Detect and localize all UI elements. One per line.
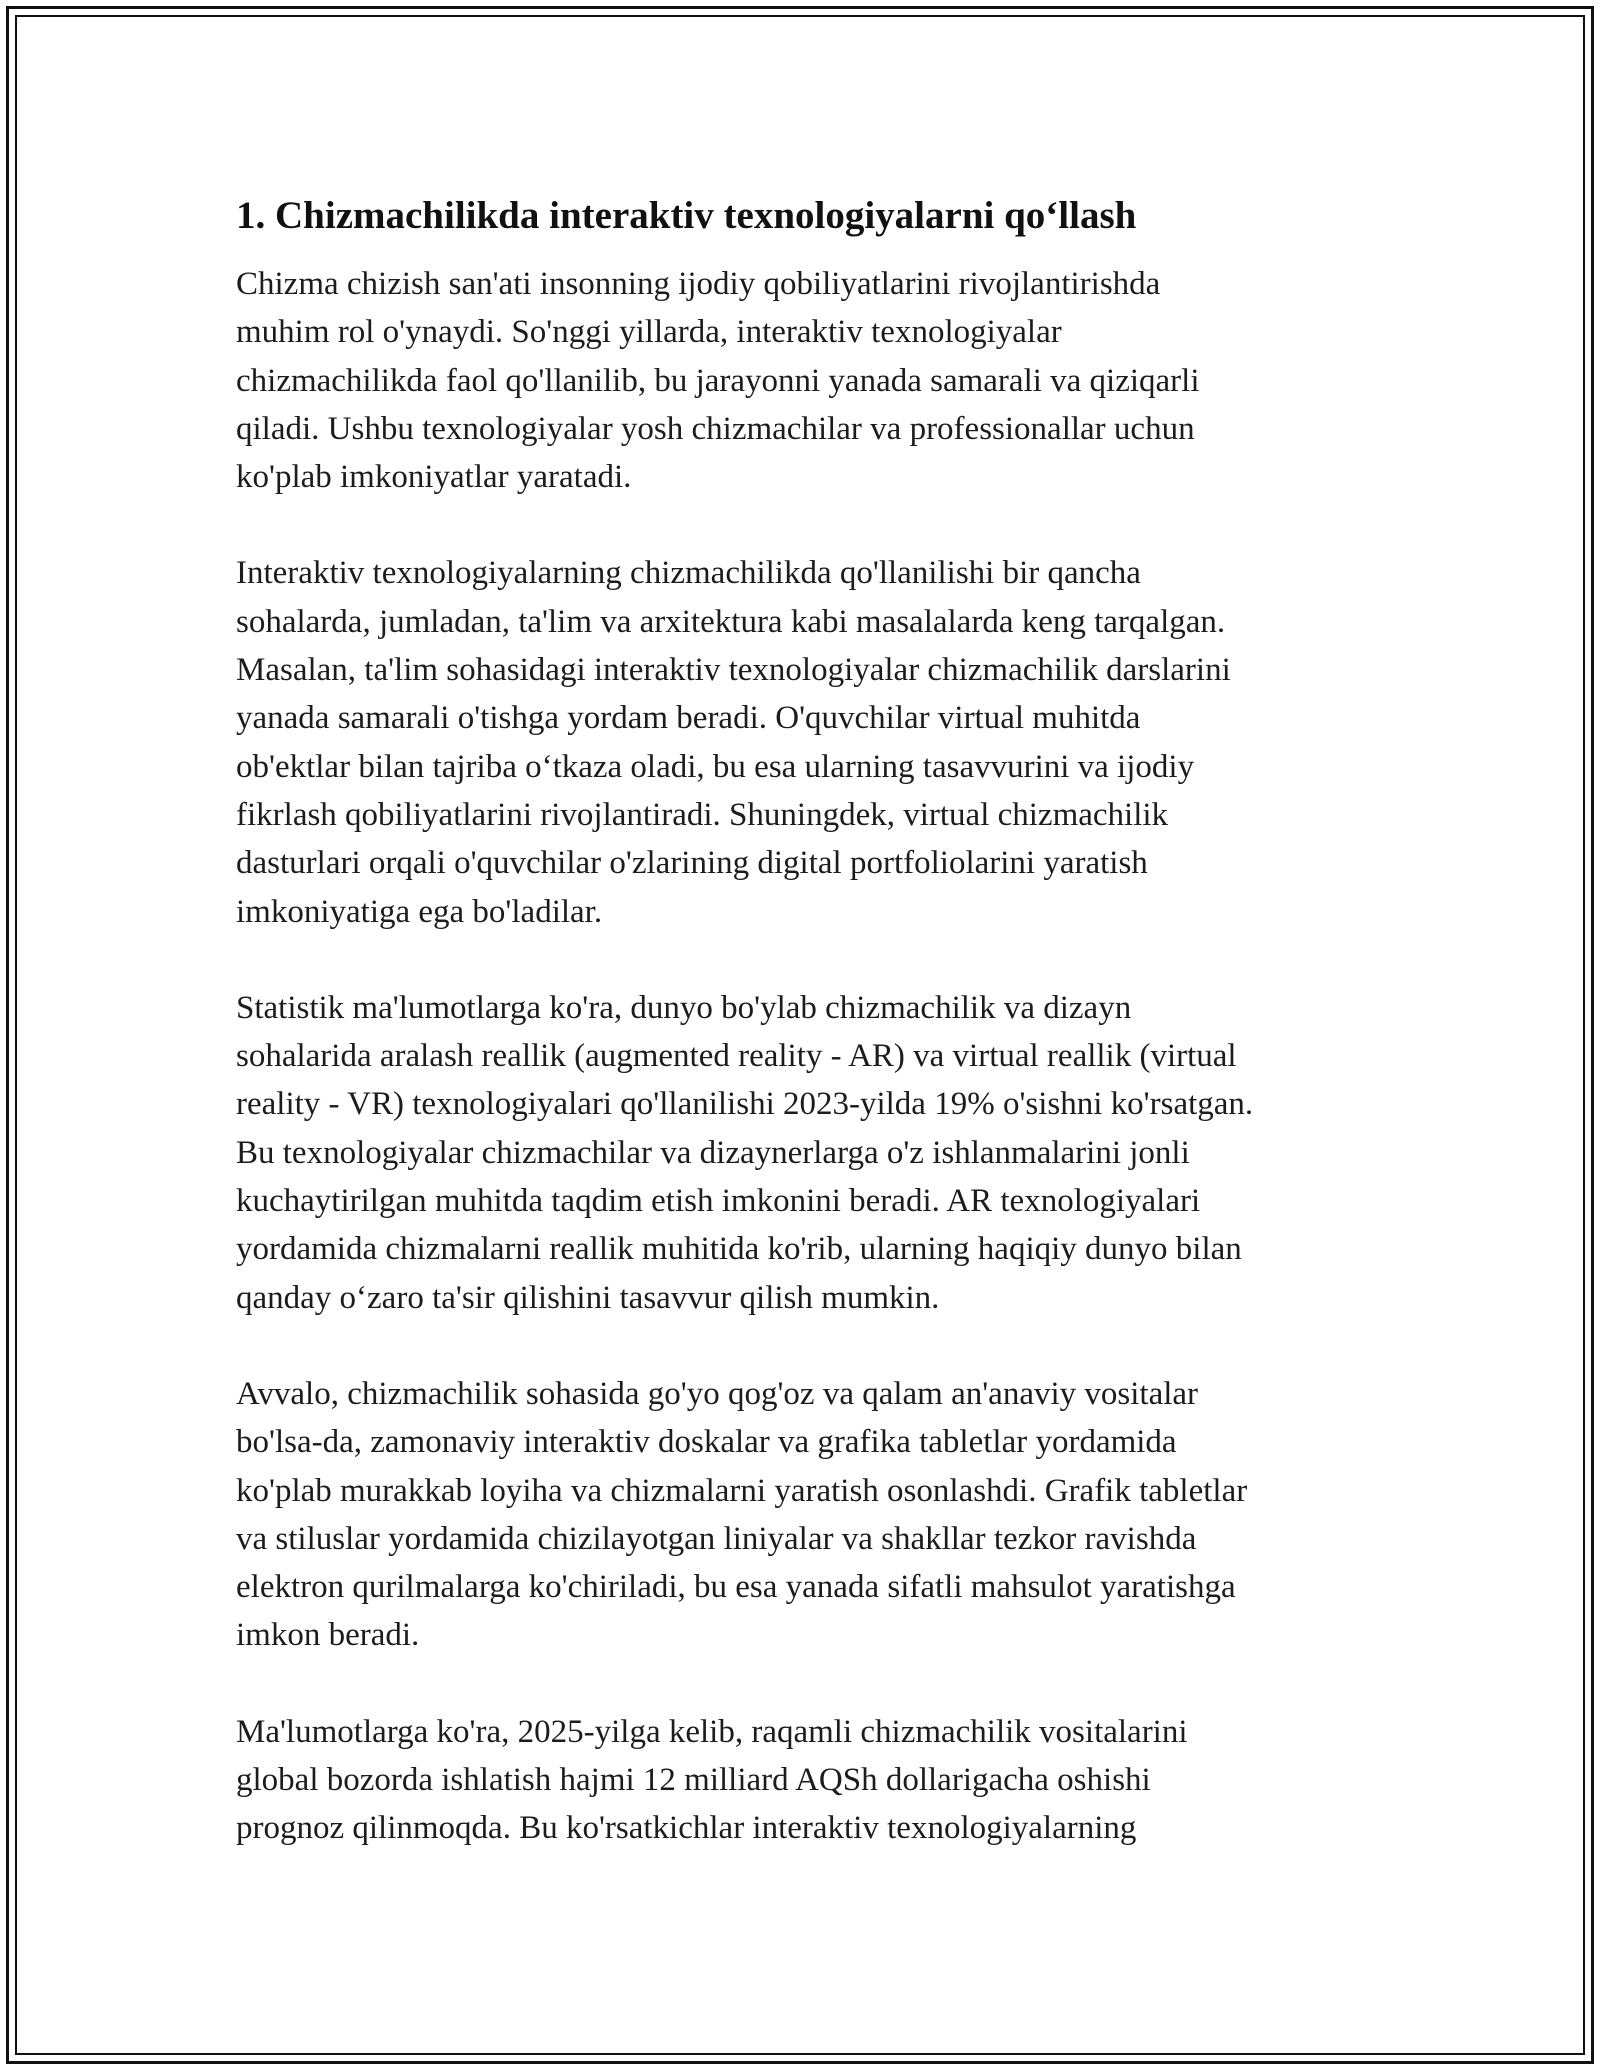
text-line: imkoniyatiga ega bo'ladilar. bbox=[236, 893, 603, 930]
text-line: dasturlari orqali o'quvchilar o'zlarining digital portfoliolarini yaratish bbox=[236, 845, 1148, 882]
paragraph-statistics bbox=[236, 984, 1376, 1322]
text-line: ko'plab imkoniyatlar yaratadi. bbox=[236, 459, 632, 496]
document-body bbox=[236, 188, 1376, 1901]
text-line: kuchaytirilgan muhitda taqdim etish imkonini beradi. AR texnologiyalari bbox=[236, 1183, 1201, 1220]
text-line: yanada samarali o'tishga yordam beradi. O'quvchilar virtual muhitda bbox=[236, 700, 1141, 737]
text-line: Ma'lumotlarga ko'ra, 2025-yilga kelib, raqamli chizmachilik vositalarini bbox=[236, 1713, 1188, 1750]
text-line: yordamida chizmalarni reallik muhitida ko'rib, ularning haqiqiy dunyo bilan bbox=[236, 1231, 1242, 1268]
text-line: Masalan, ta'lim sohasidagi interaktiv texnologiyalar chizmachilik darslarini bbox=[236, 652, 1231, 689]
text-line: sohalarida aralash reallik (augmented reality - AR) va virtual reallik (virtual bbox=[236, 1038, 1237, 1075]
text-line: Statistik ma'lumotlarga ko'ra, dunyo bo'ylab chizmachilik va dizayn bbox=[236, 989, 1132, 1026]
text-line: va stiluslar yordamida chizilayotgan liniyalar va shakllar tezkor ravishda bbox=[236, 1520, 1197, 1557]
paragraph-tools bbox=[236, 1370, 1376, 1660]
text-line: imkon beradi. bbox=[236, 1617, 420, 1654]
text-line: ko'plab murakkab loyiha va chizmalarni yaratish osonlashdi. Grafik tabletlar bbox=[236, 1472, 1248, 1509]
text-line: muhim rol o'ynaydi. So'nggi yillarda, interaktiv texnologiyalar bbox=[236, 314, 1062, 351]
text-line: fikrlash qobiliyatlarini rivojlantiradi. Shuningdek, virtual chizmachilik bbox=[236, 796, 1169, 833]
text-line: reality - VR) texnologiyalari qo'llanilishi 2023-yilda 19% o'sishni ko'rsatgan. bbox=[236, 1086, 1254, 1123]
text-line: qanday o‘zaro ta'sir qilishini tasavvur qilish mumkin. bbox=[236, 1279, 940, 1316]
text-line: bo'lsa-da, zamonaviy interaktiv doskalar va grafika tabletlar yordamida bbox=[236, 1424, 1177, 1461]
paragraph-market bbox=[236, 1708, 1376, 1853]
section-title: 1. Chizmachilikda interaktiv texnologiyalarni qo‘llash bbox=[236, 194, 1137, 237]
text-line: Avvalo, chizmachilik sohasida go'yo qog'oz va qalam an'anaviy vositalar bbox=[236, 1375, 1199, 1412]
text-line: global bozorda ishlatish hajmi 12 milliard AQSh dollarigacha oshishi bbox=[236, 1762, 1151, 1799]
paragraph-education bbox=[236, 549, 1376, 935]
text-line: sohalarda, jumladan, ta'lim va arxitektura kabi masalalarda keng tarqalgan. bbox=[236, 603, 1226, 640]
text-line: chizmachilikda faol qo'llanilib, bu jarayonni yanada samarali va qiziqarli bbox=[236, 362, 1200, 399]
text-line: Interaktiv texnologiyalarning chizmachilikda qo'llanilishi bir qancha bbox=[236, 555, 1141, 592]
paragraph-intro bbox=[236, 260, 1376, 501]
text-line: prognoz qilinmoqda. Bu ko'rsatkichlar interaktiv texnologiyalarning bbox=[236, 1810, 1137, 1847]
text-line: Chizma chizish san'ati insonning ijodiy qobiliyatlarini rivojlantirishda bbox=[236, 266, 1161, 302]
text-line: qiladi. Ushbu texnologiyalar yosh chizmachilar va professionallar uchun bbox=[236, 410, 1195, 447]
text-line: ob'ektlar bilan tajriba o‘tkaza oladi, bu esa ularning tasavvurini va ijodiy bbox=[236, 748, 1195, 785]
text-line: elektron qurilmalarga ko'chiriladi, bu esa yanada sifatli mahsulot yaratishga bbox=[236, 1569, 1236, 1606]
text-line: Bu texnologiyalar chizmachilar va dizaynerlarga o'z ishlanmalarini jonli bbox=[236, 1134, 1190, 1171]
